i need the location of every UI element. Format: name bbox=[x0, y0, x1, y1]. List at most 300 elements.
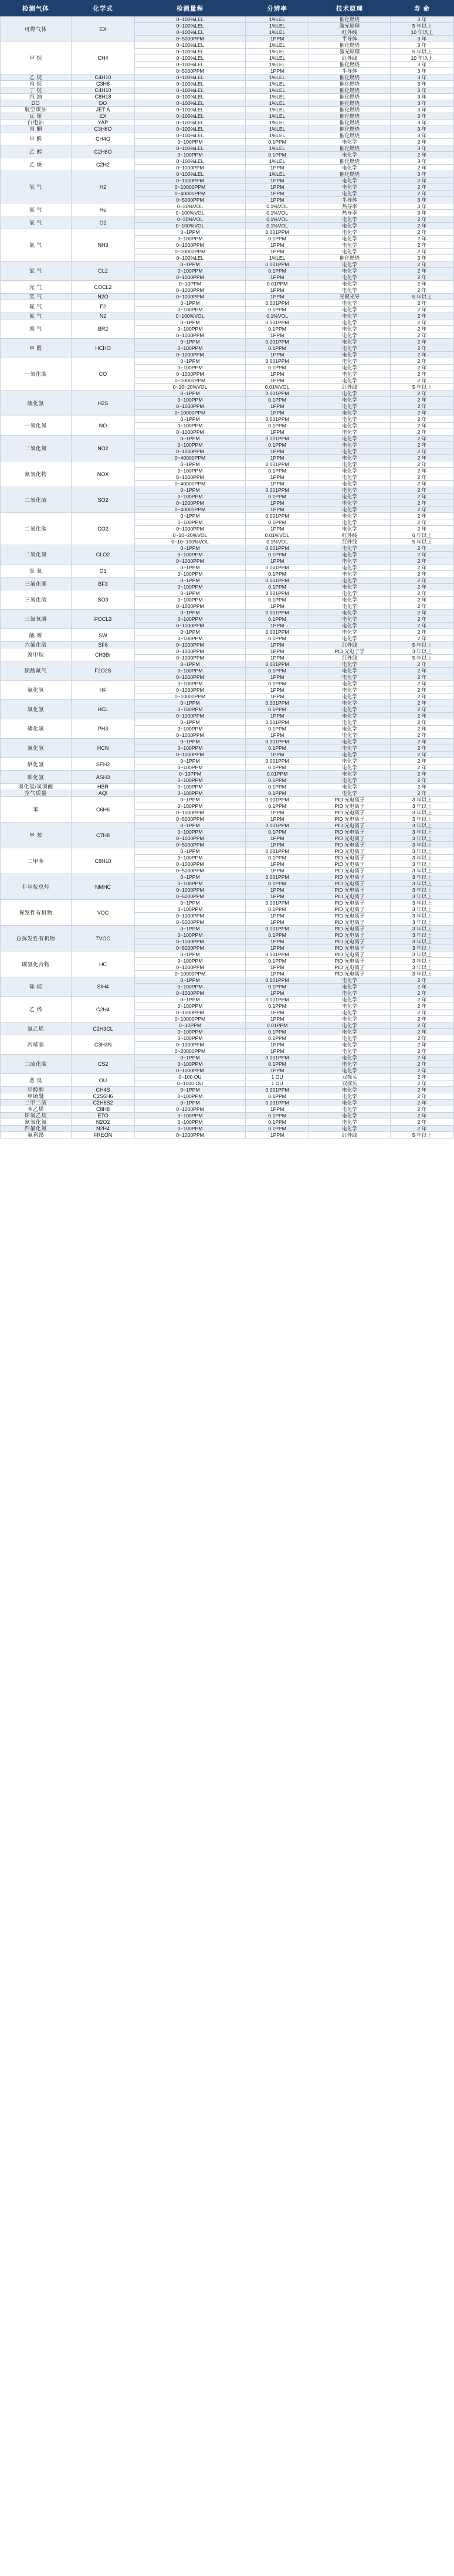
cell-range: 0~100PPM bbox=[135, 397, 246, 403]
cell-range: 0~1PPM bbox=[135, 565, 246, 571]
cell-technology: PID 光电离子 bbox=[309, 913, 390, 919]
cell-technology: 电化学 bbox=[309, 494, 390, 500]
cell-life: 3 年以上 bbox=[390, 835, 453, 842]
cell-gas-name: 氟 气 bbox=[1, 300, 72, 313]
cell-resolution: 0.1PPM bbox=[245, 423, 309, 429]
cell-life: 2 年 bbox=[390, 1074, 453, 1080]
cell-life: 6 年以上 bbox=[390, 532, 453, 539]
cell-life: 2 年 bbox=[390, 558, 453, 565]
cell-resolution: 1%LEL bbox=[245, 100, 309, 107]
cell-technology: 电化学 bbox=[309, 287, 390, 294]
cell-resolution: 1%LEL bbox=[245, 23, 309, 29]
cell-life: 2 年 bbox=[390, 178, 453, 184]
cell-life: 2 年 bbox=[390, 990, 453, 997]
cell-range: 0~1000PPM bbox=[135, 887, 246, 893]
cell-range: 0~1PPM bbox=[135, 487, 246, 494]
cell-life: 2 年 bbox=[390, 410, 453, 416]
cell-resolution: 0.001PPM bbox=[245, 300, 309, 307]
cell-resolution: 0.1PPM bbox=[245, 597, 309, 603]
cell-life: 3 年以上 bbox=[390, 868, 453, 874]
cell-range: 0~100%LEL bbox=[135, 171, 246, 178]
cell-life: 2 年 bbox=[390, 500, 453, 507]
cell-range: 0~100PPM bbox=[135, 1061, 246, 1068]
cell-life: 2 年 bbox=[390, 390, 453, 397]
cell-range: 0~10000PPM bbox=[135, 694, 246, 700]
cell-resolution: 0.001PPM bbox=[245, 900, 309, 906]
cell-gas-name: 六氟化硫 bbox=[1, 642, 72, 648]
cell-range: 0~100PPM bbox=[135, 616, 246, 623]
cell-technology: 电化学 bbox=[309, 526, 390, 532]
cell-resolution: 0.1PPM bbox=[245, 326, 309, 332]
cell-resolution: 1PPM bbox=[245, 655, 309, 661]
cell-gas-name: 溴 气 bbox=[1, 320, 72, 339]
header-resolution: 分辨率 bbox=[245, 1, 309, 16]
table-row bbox=[1, 145, 454, 152]
cell-gas-name: 乙 醇 bbox=[1, 145, 72, 158]
cell-resolution: 1PPM bbox=[245, 294, 309, 300]
cell-resolution: 1PPM bbox=[245, 410, 309, 416]
cell-life: 2 年 bbox=[390, 635, 453, 642]
cell-life: 3 年以上 bbox=[390, 893, 453, 900]
cell-life: 5 年以上 bbox=[390, 642, 453, 648]
table-row bbox=[1, 758, 454, 764]
cell-technology: 电化学 bbox=[309, 313, 390, 320]
cell-formula: SO3 bbox=[71, 590, 134, 610]
cell-life: 2 年 bbox=[390, 1113, 453, 1119]
cell-gas-name: 丁 烷 bbox=[1, 87, 72, 94]
cell-formula: C4H10 bbox=[71, 74, 134, 81]
cell-technology: 红外线 bbox=[309, 55, 390, 62]
cell-resolution: 1PPM bbox=[245, 403, 309, 410]
cell-life: 3 年以上 bbox=[390, 919, 453, 926]
cell-gas-name: 甲 醛 bbox=[1, 339, 72, 358]
cell-resolution: 0.001PPM bbox=[245, 339, 309, 345]
cell-gas-name: 氯化氢 bbox=[1, 700, 72, 719]
cell-formula: O2 bbox=[71, 216, 134, 229]
cell-technology: 电化学 bbox=[309, 681, 390, 687]
cell-life: 2 年 bbox=[390, 771, 453, 777]
cell-technology: 电化学 bbox=[309, 1126, 390, 1132]
cell-range: 0~100%VOL bbox=[135, 223, 246, 229]
cell-technology: PID 光电离子 bbox=[309, 926, 390, 932]
cell-life: 2 年 bbox=[390, 365, 453, 371]
cell-formula: EX bbox=[71, 16, 134, 42]
cell-resolution: 1PPM bbox=[245, 500, 309, 507]
cell-life: 2 年 bbox=[390, 229, 453, 236]
cell-resolution: 1PPM bbox=[245, 893, 309, 900]
table-row bbox=[1, 320, 454, 326]
cell-resolution: 1PPM bbox=[245, 191, 309, 197]
cell-range: 0~1000PPM bbox=[135, 655, 246, 661]
cell-life: 2 年 bbox=[390, 358, 453, 365]
cell-resolution: 0.001PPM bbox=[245, 1087, 309, 1093]
cell-life: 3 年以上 bbox=[390, 939, 453, 945]
cell-range: 0~100PPM bbox=[135, 881, 246, 887]
cell-life: 3 年以上 bbox=[390, 900, 453, 906]
cell-life: 2 年 bbox=[390, 236, 453, 242]
cell-technology: 电化学 bbox=[309, 165, 390, 171]
cell-technology: 电化学 bbox=[309, 764, 390, 771]
cell-life: 2 年 bbox=[390, 397, 453, 403]
cell-resolution: 1PPM bbox=[245, 732, 309, 739]
cell-formula: C8H18 bbox=[71, 94, 134, 100]
cell-technology: 红外线 bbox=[309, 1132, 390, 1139]
cell-technology: PID 光电离子 bbox=[309, 887, 390, 893]
cell-range: 0~100PPM bbox=[135, 345, 246, 352]
cell-range: 0~1000PPM bbox=[135, 287, 246, 294]
cell-technology: 电化学 bbox=[309, 577, 390, 584]
cell-range: 0~1000PPM bbox=[135, 1042, 246, 1048]
cell-life: 5 年以上 bbox=[390, 539, 453, 545]
cell-technology: 电化学 bbox=[309, 320, 390, 326]
cell-formula: POCL3 bbox=[71, 610, 134, 629]
cell-range: 0~10000PPM bbox=[135, 378, 246, 384]
cell-life: 3 年 bbox=[390, 197, 453, 203]
cell-gas-name: 二甲二硫 bbox=[1, 1100, 72, 1106]
cell-formula: HC bbox=[71, 951, 134, 977]
cell-range: 0~1000PPM bbox=[135, 835, 246, 842]
table-row bbox=[1, 216, 454, 223]
cell-technology: 电化学 bbox=[309, 745, 390, 752]
cell-life: 3 年以上 bbox=[390, 958, 453, 964]
cell-gas-name: 酸 雾 bbox=[1, 629, 72, 642]
cell-resolution: 1%LEL bbox=[245, 62, 309, 68]
cell-resolution: 0.1PPM bbox=[245, 1029, 309, 1035]
cell-resolution: 1PPM bbox=[245, 1048, 309, 1055]
cell-life: 2 年 bbox=[390, 726, 453, 732]
cell-technology: PID 光电离子 bbox=[309, 823, 390, 829]
cell-life: 2 年 bbox=[390, 1022, 453, 1029]
table-row bbox=[1, 513, 454, 519]
cell-resolution: 1%LEL bbox=[245, 126, 309, 132]
cell-life: 2 年 bbox=[390, 191, 453, 197]
table-row bbox=[1, 203, 454, 210]
cell-range: 0~1000PPM bbox=[135, 332, 246, 339]
cell-technology: 电化学 bbox=[309, 584, 390, 590]
cell-resolution: 0.001PPM bbox=[245, 1055, 309, 1061]
table-row bbox=[1, 784, 454, 790]
cell-resolution: 1%LEL bbox=[245, 42, 309, 49]
cell-life: 2 年 bbox=[390, 681, 453, 687]
cell-gas-name: 氯 气 bbox=[1, 261, 72, 281]
cell-technology: 催化燃烧 bbox=[309, 107, 390, 113]
table-row bbox=[1, 107, 454, 113]
table-row bbox=[1, 132, 454, 139]
cell-life: 3 年以上 bbox=[390, 945, 453, 951]
cell-technology: 电化学 bbox=[309, 507, 390, 513]
cell-formula: N2O2 bbox=[71, 1119, 134, 1126]
cell-life: 3 年 bbox=[390, 255, 453, 261]
cell-technology: 电化学 bbox=[309, 378, 390, 384]
cell-technology: 电化学 bbox=[309, 345, 390, 352]
cell-resolution: 1PPM bbox=[245, 197, 309, 203]
cell-life: 3 年以上 bbox=[390, 842, 453, 848]
cell-range: 0~1000PPM bbox=[135, 861, 246, 868]
cell-technology: 红外线 bbox=[309, 532, 390, 539]
cell-resolution: 0.1PPM bbox=[245, 307, 309, 313]
cell-technology: 电化学 bbox=[309, 178, 390, 184]
cell-gas-name: 二氧化硫 bbox=[1, 487, 72, 513]
cell-range: 0~1000PPM bbox=[135, 429, 246, 436]
cell-resolution: 1%LEL bbox=[245, 107, 309, 113]
cell-life: 3 年 bbox=[390, 203, 453, 210]
cell-formula: HCL bbox=[71, 700, 134, 719]
table-row bbox=[1, 926, 454, 932]
cell-resolution: 0.001PPM bbox=[245, 590, 309, 597]
cell-range: 0~100PPM bbox=[135, 906, 246, 913]
cell-range: 0~1PPM bbox=[135, 390, 246, 397]
cell-range: 0~1PPM bbox=[135, 719, 246, 726]
cell-technology: 催化燃烧 bbox=[309, 16, 390, 23]
cell-life: 2 年 bbox=[390, 777, 453, 784]
cell-formula: C6H6 bbox=[71, 797, 134, 823]
cell-range: 0~1PPM bbox=[135, 900, 246, 906]
cell-technology: 催化燃烧 bbox=[309, 158, 390, 165]
cell-range: 0~100PPM bbox=[135, 139, 246, 145]
cell-life: 2 年 bbox=[390, 487, 453, 494]
cell-range: 0~1PPM bbox=[135, 1100, 246, 1106]
cell-resolution: 0.001PPM bbox=[245, 874, 309, 881]
table-body bbox=[1, 16, 454, 1139]
cell-range: 0~100%LEL bbox=[135, 94, 246, 100]
cell-gas-name: 二氧化氯 bbox=[1, 545, 72, 565]
cell-technology: 电化学 bbox=[309, 984, 390, 990]
cell-life: 5 年以上 bbox=[390, 655, 453, 661]
cell-life: 2 年 bbox=[390, 577, 453, 584]
cell-life: 2 年 bbox=[390, 997, 453, 1003]
cell-technology: 电化学 bbox=[309, 1119, 390, 1126]
cell-technology: 电化学 bbox=[309, 358, 390, 365]
cell-life: 2 年 bbox=[390, 784, 453, 790]
cell-life: 2 年 bbox=[390, 1029, 453, 1035]
cell-resolution: 0.001PPM bbox=[245, 997, 309, 1003]
cell-formula: ETO bbox=[71, 1113, 134, 1119]
cell-gas-name: 航空煤油 bbox=[1, 107, 72, 113]
cell-resolution: 0.1PPM bbox=[245, 519, 309, 526]
cell-technology: PID 光电离子 bbox=[309, 964, 390, 971]
cell-formula: NO2 bbox=[71, 436, 134, 461]
cell-technology: 电化学 bbox=[309, 487, 390, 494]
cell-resolution: 0.1PPM bbox=[245, 571, 309, 577]
cell-life: 2 年 bbox=[390, 416, 453, 423]
cell-formula: HCN bbox=[71, 739, 134, 758]
cell-resolution: 0.001PPM bbox=[245, 461, 309, 468]
cell-technology: 电化学 bbox=[309, 436, 390, 442]
cell-life: 2 年 bbox=[390, 1055, 453, 1061]
cell-range: 0~1000PPM bbox=[135, 603, 246, 610]
cell-resolution: 1PPM bbox=[245, 648, 309, 655]
cell-formula: He bbox=[71, 203, 134, 216]
cell-range: 0~1PPM bbox=[135, 545, 246, 552]
cell-life: 2 年 bbox=[390, 1061, 453, 1068]
table-row bbox=[1, 1119, 454, 1126]
cell-formula: HF bbox=[71, 681, 134, 700]
cell-technology: PID 光电离子 bbox=[309, 874, 390, 881]
cell-range: 0~1PPM bbox=[135, 416, 246, 423]
cell-technology: 红外线 bbox=[309, 539, 390, 545]
cell-formula: AQI bbox=[71, 790, 134, 797]
cell-gas-name: 苯乙烯 bbox=[1, 1106, 72, 1113]
cell-resolution: 1%LEL bbox=[245, 74, 309, 81]
cell-range: 0~1PPM bbox=[135, 951, 246, 958]
cell-range: 0~1PPM bbox=[135, 661, 246, 668]
cell-resolution: 0.001PPM bbox=[245, 513, 309, 519]
cell-technology: PID 光电离子 bbox=[309, 829, 390, 835]
cell-gas-name: 硒化氢 bbox=[1, 758, 72, 771]
cell-life: 2 年 bbox=[390, 674, 453, 681]
cell-gas-name: 氮氧化氮 bbox=[1, 1119, 72, 1126]
cell-life: 3 年 bbox=[390, 42, 453, 49]
cell-range: 0~100PPM bbox=[135, 1126, 246, 1132]
cell-range: 0~100%LEL bbox=[135, 23, 246, 29]
cell-gas-name: 一氧化氮 bbox=[1, 416, 72, 436]
cell-technology: 激光原理 bbox=[309, 23, 390, 29]
cell-life: 2 年 bbox=[390, 326, 453, 332]
cell-gas-name: 硫化氢 bbox=[1, 390, 72, 416]
cell-life: 5 年以上 bbox=[390, 49, 453, 55]
cell-range: 0~100PPM bbox=[135, 423, 246, 429]
cell-technology: 催化燃烧 bbox=[309, 94, 390, 100]
cell-life: 2 年 bbox=[390, 790, 453, 797]
cell-formula: CH4S bbox=[71, 1087, 134, 1093]
cell-life: 3 年以上 bbox=[390, 823, 453, 829]
cell-life: 2 年 bbox=[390, 249, 453, 255]
cell-technology: 电化学 bbox=[309, 1042, 390, 1048]
table-row bbox=[1, 100, 454, 107]
cell-gas-name: 碳氢化合物 bbox=[1, 951, 72, 977]
cell-gas-name: DO bbox=[1, 100, 72, 107]
cell-technology: 电化学 bbox=[309, 777, 390, 784]
cell-resolution: 0.001PPM bbox=[245, 436, 309, 442]
cell-life: 2 年 bbox=[390, 287, 453, 294]
cell-range: 0~10~20%VOL bbox=[135, 384, 246, 390]
cell-formula: C2H6O bbox=[71, 145, 134, 158]
cell-resolution: 0.001PPM bbox=[245, 358, 309, 365]
cell-resolution: 0.1PPM bbox=[245, 365, 309, 371]
cell-life: 3 年以上 bbox=[390, 874, 453, 881]
table-row bbox=[1, 120, 454, 126]
cell-formula: NOX bbox=[71, 461, 134, 487]
table-row bbox=[1, 261, 454, 268]
cell-range: 0~1PPM bbox=[135, 610, 246, 616]
cell-life: 2 年 bbox=[390, 739, 453, 745]
cell-resolution: 1PPM bbox=[245, 178, 309, 184]
cell-technology: 催化燃烧 bbox=[309, 171, 390, 178]
cell-life: 3 年以上 bbox=[390, 881, 453, 887]
cell-life: 2 年 bbox=[390, 371, 453, 378]
cell-resolution: 1PPM bbox=[245, 36, 309, 42]
cell-life: 2 年 bbox=[390, 1042, 453, 1048]
header-technology: 技术原理 bbox=[309, 1, 390, 16]
cell-range: 0~5000PPM bbox=[135, 36, 246, 42]
table-row bbox=[1, 1093, 454, 1100]
cell-resolution: 0.1PPM bbox=[245, 139, 309, 145]
cell-resolution: 0.001PPM bbox=[245, 261, 309, 268]
cell-resolution: 0.1PPM bbox=[245, 881, 309, 887]
cell-life: 3 年以上 bbox=[390, 803, 453, 810]
cell-technology: 光聚光导 bbox=[309, 294, 390, 300]
cell-resolution: 0.01PPM bbox=[245, 1022, 309, 1029]
cell-resolution: 0.1PPM bbox=[245, 397, 309, 403]
cell-resolution: 0.1%VOL bbox=[245, 203, 309, 210]
table-row bbox=[1, 545, 454, 552]
header-row bbox=[1, 1, 454, 16]
cell-range: 0~100%LEL bbox=[135, 16, 246, 23]
cell-technology: PID 光电离子 bbox=[309, 816, 390, 823]
header-formula: 化学式 bbox=[71, 1, 134, 16]
cell-life: 2 年 bbox=[390, 455, 453, 461]
cell-technology: 电化学 bbox=[309, 674, 390, 681]
cell-range: 0~1000PPM bbox=[135, 990, 246, 997]
cell-formula: TVOC bbox=[71, 926, 134, 951]
cell-technology: 电化学 bbox=[309, 752, 390, 758]
cell-technology: 电化学 bbox=[309, 1055, 390, 1061]
cell-range: 0~100%LEL bbox=[135, 132, 246, 139]
cell-technology: 热导率 bbox=[309, 203, 390, 210]
cell-formula: SEH2 bbox=[71, 758, 134, 771]
cell-technology: PID 光电离子 bbox=[309, 971, 390, 977]
table-row bbox=[1, 1055, 454, 1061]
cell-gas-name: 氯乙烯 bbox=[1, 1022, 72, 1035]
cell-formula: C2H2 bbox=[71, 158, 134, 171]
cell-range: 0~1PPM bbox=[135, 577, 246, 584]
cell-resolution: 0.1PPM bbox=[245, 829, 309, 835]
table-row bbox=[1, 1113, 454, 1119]
cell-technology: PID 光电离子 bbox=[309, 803, 390, 810]
cell-life: 3 年以上 bbox=[390, 951, 453, 958]
cell-resolution: 1PPM bbox=[245, 835, 309, 842]
cell-resolution: 1PPM bbox=[245, 816, 309, 823]
cell-technology: 电化学 bbox=[309, 1003, 390, 1010]
table-row bbox=[1, 874, 454, 881]
cell-range: 0~100 OU bbox=[135, 1074, 246, 1080]
cell-resolution: 0.1PPM bbox=[245, 706, 309, 713]
cell-gas-name: 氟利昂 bbox=[1, 1132, 72, 1139]
cell-range: 0~100%LEL bbox=[135, 87, 246, 94]
cell-technology: 电化学 bbox=[309, 739, 390, 745]
spec-table bbox=[0, 0, 454, 1139]
cell-range: 0~1PPM bbox=[135, 797, 246, 803]
cell-resolution: 1PPM bbox=[245, 165, 309, 171]
cell-range: 0~1PPM bbox=[135, 436, 246, 442]
cell-range: 0~100%LEL bbox=[135, 120, 246, 126]
table-row bbox=[1, 610, 454, 616]
cell-resolution: 0.1PPM bbox=[245, 803, 309, 810]
cell-life: 3 年 bbox=[390, 132, 453, 139]
cell-technology: 催化燃烧 bbox=[309, 74, 390, 81]
cell-formula: VOC bbox=[71, 900, 134, 926]
cell-gas-name: 氟化氢 bbox=[1, 681, 72, 700]
cell-resolution: 0.001PPM bbox=[245, 977, 309, 984]
cell-technology: 电化学 bbox=[309, 468, 390, 474]
cell-technology: PID 光电离子 bbox=[309, 900, 390, 906]
cell-resolution: 0.001PPM bbox=[245, 629, 309, 635]
cell-range: 0~100%LEL bbox=[135, 55, 246, 62]
cell-life: 3 年 bbox=[390, 62, 453, 68]
cell-resolution: 1%LEL bbox=[245, 120, 309, 126]
cell-resolution: 1PPM bbox=[245, 913, 309, 919]
cell-range: 0~1PPM bbox=[135, 229, 246, 236]
cell-technology: 电化学 bbox=[309, 152, 390, 158]
cell-life: 2 年 bbox=[390, 281, 453, 287]
table-row bbox=[1, 461, 454, 468]
cell-formula: H2 bbox=[71, 171, 134, 203]
table-row bbox=[1, 977, 454, 984]
cell-technology: 催化燃烧 bbox=[309, 113, 390, 120]
cell-life: 3 年 bbox=[390, 36, 453, 42]
cell-technology: 电化学 bbox=[309, 519, 390, 526]
cell-resolution: 0.1%VOL bbox=[245, 210, 309, 216]
